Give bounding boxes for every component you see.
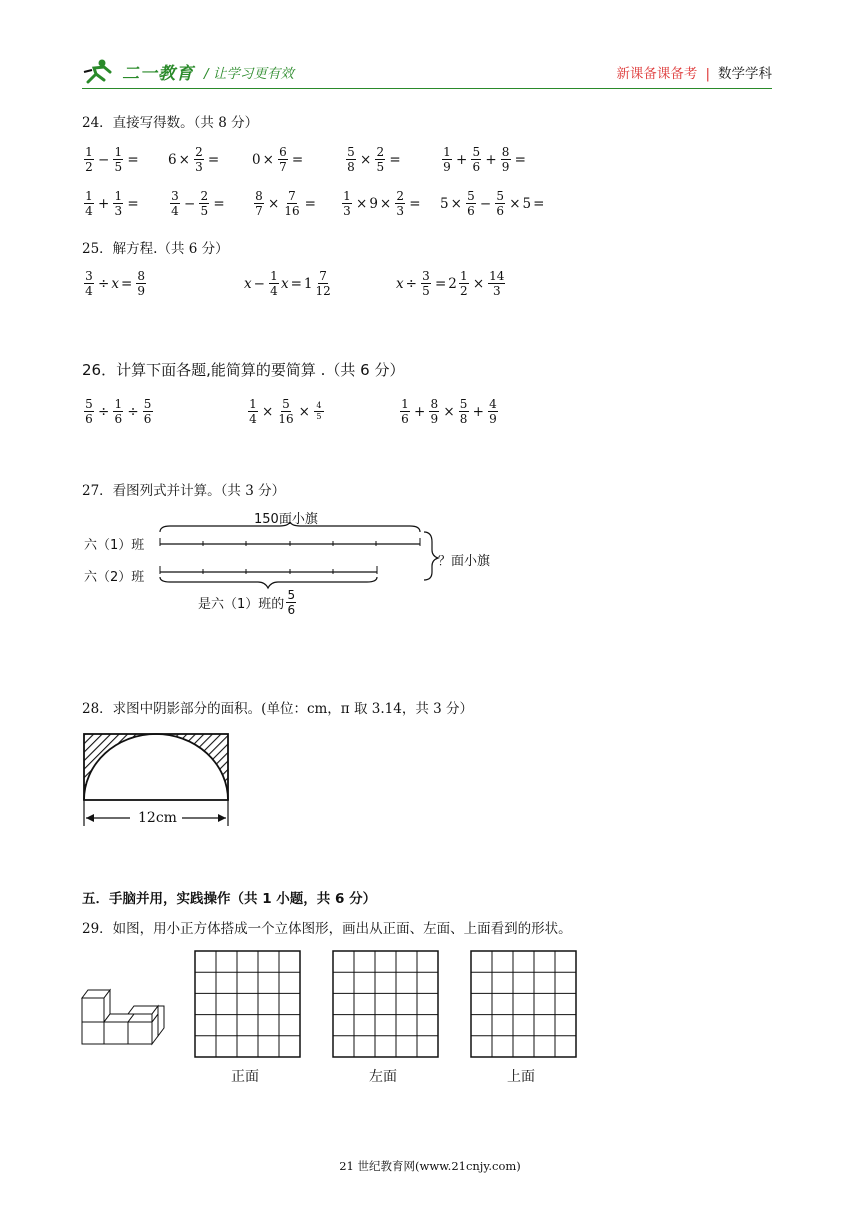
q28-title: 28．求图中阴影部分的面积。(单位：cm，π 取 3.14，共 3 分） bbox=[82, 701, 473, 717]
q27-bottom-text: 是六（1）班的 bbox=[198, 597, 285, 612]
footer: 21 世纪教育网(www.21cnjy.com) bbox=[339, 1159, 521, 1173]
q24-item-10: 5 × $\frac{5}{6}$ − $\frac{5}{6}$ × 5 = bbox=[440, 189, 545, 218]
logo bbox=[82, 58, 194, 84]
q24-item-6: $\frac{1}{4}$ + $\frac{1}{3}$ = bbox=[85, 189, 139, 218]
q25-eq-3: x ÷ $\frac{3}{5}$ = 2 $\frac{1}{2}$ × $\frac{14}{3}$ bbox=[396, 269, 505, 298]
q27-frac-denominator: 6 bbox=[287, 603, 296, 617]
q28-dimension: 12cm bbox=[138, 810, 177, 826]
q29-label-left: 左面 bbox=[369, 1069, 397, 1085]
q26-expr-2: $\frac{1}{4}$ × $\frac{5}{16}$ × $\frac{4}{5}$ bbox=[246, 398, 326, 425]
q24-item-5: $\frac{1}{9}$ + $\frac{5}{6}$ + $\frac{8}{9}$ = bbox=[443, 145, 526, 174]
q29-label-top: 上面 bbox=[507, 1069, 535, 1085]
q26-title: 26．计算下面各题,能简算的要简算 .（共 6 分） bbox=[82, 361, 405, 379]
q27-title: 27．看图列式并计算。（共 3 分） bbox=[82, 483, 286, 499]
q25-title: 25．解方程.（共 6 分） bbox=[82, 241, 229, 257]
q26-expr-1: $\frac{5}{6}$ ÷ $\frac{1}{6}$ ÷ $\frac{5}{6}$ bbox=[85, 397, 152, 426]
q24-item-8: $\frac{8}{7}$ × $\frac{7}{16}$ = bbox=[255, 189, 316, 218]
q24-item-3: 0 × $\frac{6}{7}$ = bbox=[252, 145, 304, 174]
q27-question-label: ？面小旗 bbox=[438, 554, 491, 569]
q25-eq-2: x − $\frac{1}{4}$ x = 1 $\frac{7}{12}$ bbox=[244, 269, 331, 298]
runner-logo-icon bbox=[82, 58, 116, 84]
q29-cube-figure bbox=[78, 984, 174, 1050]
slogan: / 让学习更有效 bbox=[204, 66, 294, 82]
q27-class2-label: 六（2）班 bbox=[84, 570, 145, 585]
q24-item-9: $\frac{1}{3}$ × 9 × $\frac{2}{3}$ = bbox=[343, 189, 421, 218]
q29-title: 29．如图，用小正方体搭成一个立体图形，画出从正面、左面、上面看到的形状。 bbox=[82, 921, 572, 937]
header-red-label: 新课备课备考 bbox=[616, 66, 698, 82]
q27-frac-numerator: 5 bbox=[287, 588, 296, 602]
q24-item-7: $\frac{3}{4}$ − $\frac{2}{5}$ = bbox=[171, 189, 225, 218]
q24-item-1: $\frac{1}{2}$ − $\frac{1}{5}$ = bbox=[85, 145, 139, 174]
header-divider bbox=[82, 88, 772, 89]
q27-bar-diagram bbox=[150, 522, 440, 592]
q29-label-front: 正面 bbox=[231, 1069, 259, 1085]
q27-top-label: 150面小旗 bbox=[254, 512, 318, 527]
q27-class1-label: 六（1）班 bbox=[84, 538, 145, 553]
header-subject-label: 数学学科 bbox=[718, 66, 772, 82]
q24-item-2: 6 × $\frac{2}{3}$ = bbox=[168, 145, 220, 174]
q25-eq-1: $\frac{3}{4}$ ÷ x = $\frac{8}{9}$ bbox=[85, 269, 146, 298]
q29-grid-top bbox=[470, 950, 578, 1060]
q29-grid-left bbox=[332, 950, 440, 1060]
logo-text: 二一教育 bbox=[122, 63, 194, 84]
header-subject bbox=[616, 62, 772, 82]
q24-item-4: $\frac{5}{8}$ × $\frac{2}{5}$ = bbox=[347, 145, 401, 174]
section5-title: 五．手脑并用，实践操作（共 1 小题，共 6 分） bbox=[82, 891, 377, 907]
q27-bottom-label bbox=[198, 589, 298, 616]
q26-expr-3: $\frac{1}{6}$ + $\frac{8}{9}$ × $\frac{5}{8}$ + $\frac{4}{9}$ bbox=[401, 397, 497, 426]
header-separator: | bbox=[705, 66, 710, 82]
q24-title: 24．直接写得数。（共 8 分） bbox=[82, 115, 259, 131]
q29-grid-front bbox=[194, 950, 302, 1060]
